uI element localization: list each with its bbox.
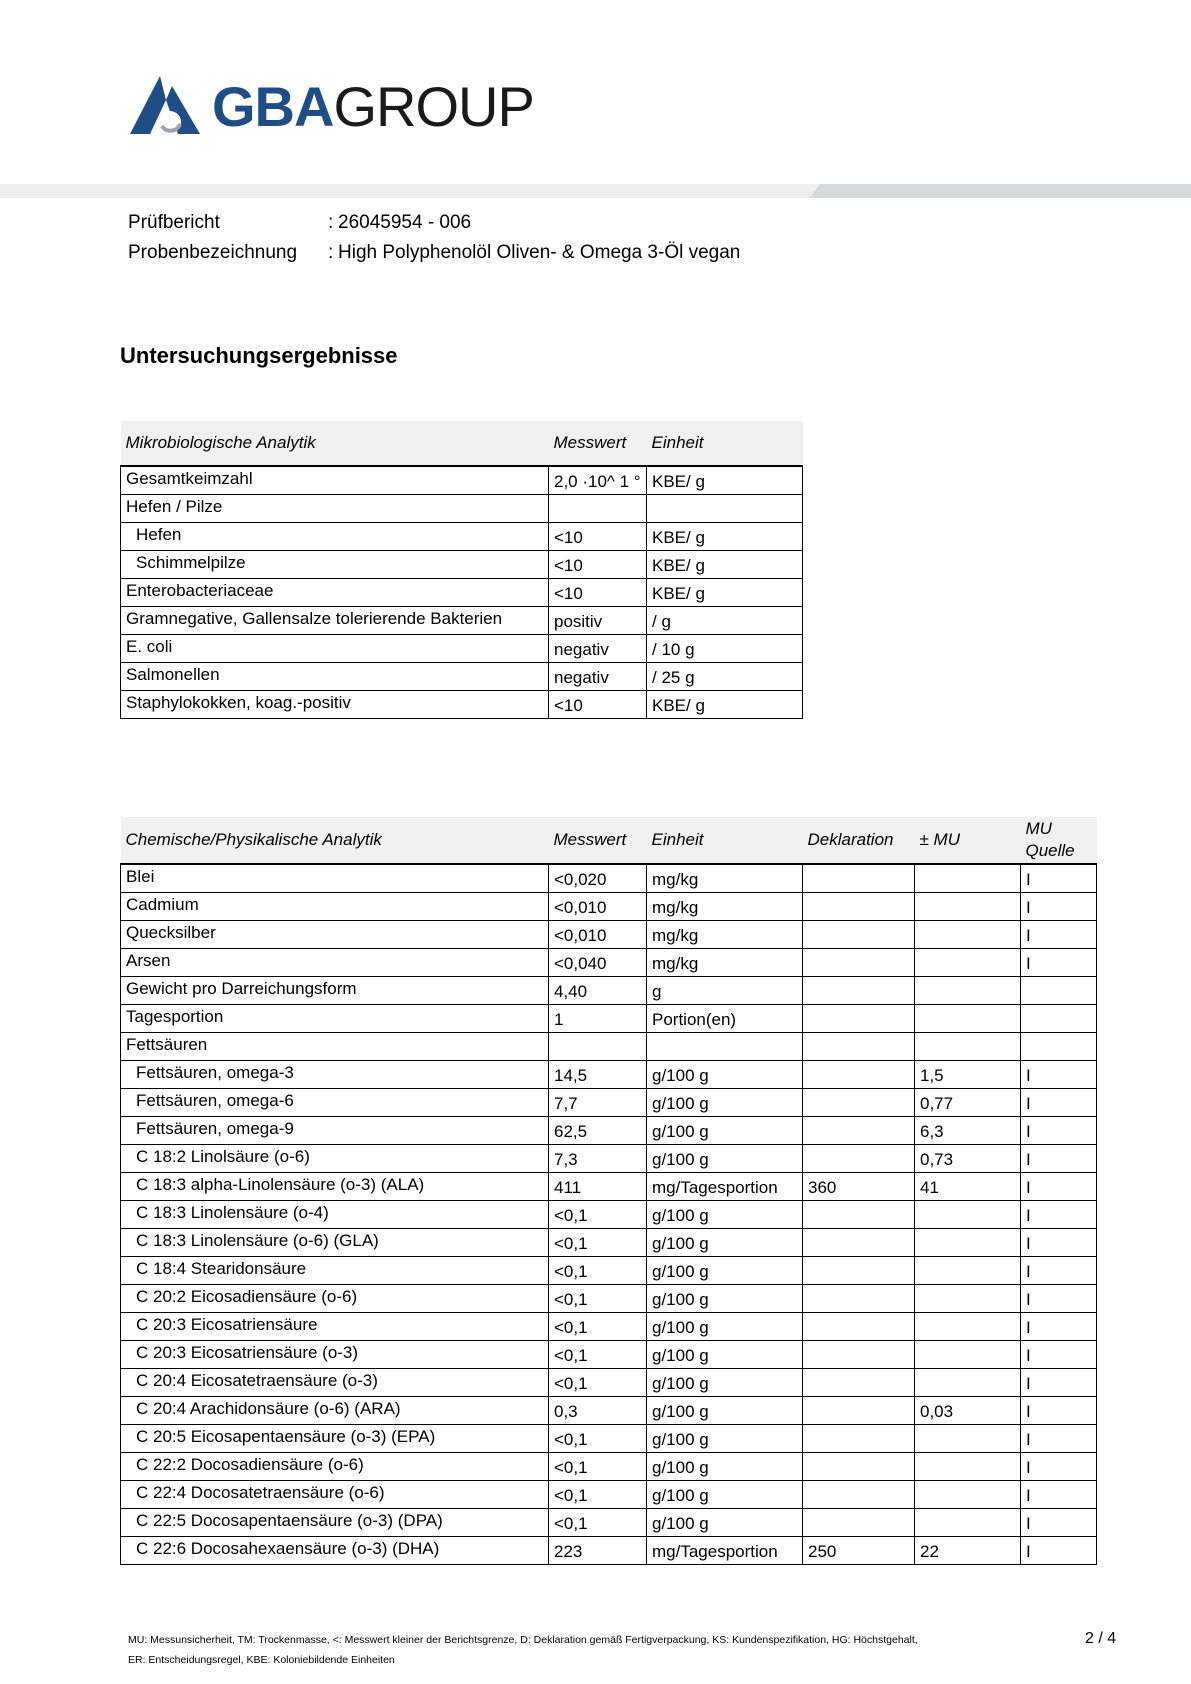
table-row — [121, 921, 1097, 949]
cell-decl — [803, 1229, 915, 1257]
cell-src: I — [1021, 1201, 1097, 1229]
cell-name: C 18:3 Linolensäure (o-6) (GLA) — [121, 1229, 549, 1257]
cell-mu: 6,3 — [915, 1117, 1021, 1145]
cell-mu — [915, 921, 1021, 949]
cell-name: Gesamtkeimzahl — [121, 466, 549, 495]
sample-name: High Polyphenolöl Oliven- & Omega 3-Öl vegan — [338, 242, 741, 263]
sample-name-row — [128, 238, 740, 268]
cell-unit: KBE/ g — [647, 691, 803, 719]
column-header-unit: Einheit — [647, 817, 803, 864]
cell-value: 7,3 — [549, 1145, 647, 1173]
cell-unit: mg/kg — [647, 893, 803, 921]
cell-value: 14,5 — [549, 1061, 647, 1089]
cell-value: <10 — [549, 579, 647, 607]
column-header-mu-source-line1: MU — [1025, 819, 1052, 838]
cell-unit: g/100 g — [647, 1425, 803, 1453]
cell-decl — [803, 1117, 915, 1145]
cell-name: C 18:3 Linolensäure (o-4) — [121, 1201, 549, 1229]
cell-name: C 22:4 Docosatetraensäure (o-6) — [121, 1481, 549, 1509]
cell-value: <10 — [549, 691, 647, 719]
cell-unit: g/100 g — [647, 1145, 803, 1173]
table-row — [121, 1201, 1097, 1229]
cell-unit: mg/kg — [647, 949, 803, 977]
cell-name: Enterobacteriaceae — [121, 579, 549, 607]
cell-decl: 360 — [803, 1173, 915, 1201]
chemistry-table — [120, 817, 1097, 1565]
report-number-label: Prüfbericht — [128, 212, 220, 233]
cell-name: C 18:4 Stearidonsäure — [121, 1257, 549, 1285]
table-row — [121, 1341, 1097, 1369]
cell-unit: KBE/ g — [647, 579, 803, 607]
cell-src: I — [1021, 1089, 1097, 1117]
table-row — [121, 1285, 1097, 1313]
cell-unit: g/100 g — [647, 1369, 803, 1397]
cell-mu — [915, 1481, 1021, 1509]
cell-name: Blei — [121, 864, 549, 893]
cell-value: <0,010 — [549, 921, 647, 949]
cell-mu: 0,03 — [915, 1397, 1021, 1425]
cell-unit: g/100 g — [647, 1453, 803, 1481]
report-number-row — [128, 208, 740, 238]
cell-unit: / 25 g — [647, 663, 803, 691]
cell-value: negativ — [549, 635, 647, 663]
cell-name: Quecksilber — [121, 921, 549, 949]
cell-mu — [915, 1509, 1021, 1537]
cell-value: 2,0 ·10^ 1 ° — [549, 466, 647, 495]
cell-decl — [803, 1313, 915, 1341]
cell-name: C 20:4 Eicosatetraensäure (o-3) — [121, 1369, 549, 1397]
cell-unit: / 10 g — [647, 635, 803, 663]
cell-decl — [803, 1369, 915, 1397]
cell-value: <0,1 — [549, 1229, 647, 1257]
cell-unit — [647, 495, 803, 523]
report-number: 26045954 - 006 — [338, 212, 472, 233]
cell-mu: 22 — [915, 1537, 1021, 1565]
cell-name: Tagesportion — [121, 1005, 549, 1033]
cell-name: E. coli — [121, 635, 549, 663]
footer-legend-line1: MU: Messunsicherheit, TM: Trockenmasse, <: Messwert kleiner der Berichtsgrenze, D: Deklaration gemäß Fertigverpackung, KS: Kundenspezifikation, HG: Höchstgehalt, — [128, 1634, 918, 1646]
column-header-mu: ± MU — [915, 817, 1021, 864]
cell-unit: KBE/ g — [647, 466, 803, 495]
cell-unit: mg/Tagesportion — [647, 1537, 803, 1565]
cell-src — [1021, 977, 1097, 1005]
cell-src: I — [1021, 1425, 1097, 1453]
cell-src: I — [1021, 1313, 1097, 1341]
cell-src: I — [1021, 1257, 1097, 1285]
table-row — [121, 1481, 1097, 1509]
cell-name: C 20:2 Eicosadiensäure (o-6) — [121, 1285, 549, 1313]
table-row — [121, 1089, 1097, 1117]
cell-src: I — [1021, 1117, 1097, 1145]
cell-name: Fettsäuren, omega-9 — [121, 1117, 549, 1145]
sample-name-label: Probenbezeichnung — [128, 242, 298, 263]
cell-decl — [803, 1425, 915, 1453]
cell-unit: g/100 g — [647, 1257, 803, 1285]
cell-unit: g — [647, 977, 803, 1005]
cell-src: I — [1021, 921, 1097, 949]
gba-logo-icon — [130, 76, 202, 138]
table-row — [121, 1117, 1097, 1145]
cell-mu — [915, 1313, 1021, 1341]
cell-decl — [803, 1509, 915, 1537]
cell-mu — [915, 893, 1021, 921]
cell-value: 223 — [549, 1537, 647, 1565]
table-row — [121, 635, 803, 663]
footer-legend-line2: ER: Entscheidungsregel, KBE: Koloniebildende Einheiten — [128, 1654, 395, 1666]
cell-src: I — [1021, 1481, 1097, 1509]
table-row — [121, 1509, 1097, 1537]
cell-mu — [915, 1453, 1021, 1481]
table-header-row — [121, 421, 803, 466]
cell-value: <0,040 — [549, 949, 647, 977]
cell-decl — [803, 893, 915, 921]
cell-src: I — [1021, 1453, 1097, 1481]
cell-mu — [915, 1257, 1021, 1285]
cell-name: Staphylokokken, koag.-positiv — [121, 691, 549, 719]
column-header-analysis: Chemische/Physikalische Analytik — [121, 817, 549, 864]
cell-decl — [803, 1145, 915, 1173]
cell-src: I — [1021, 1145, 1097, 1173]
cell-name: C 20:5 Eicosapentaensäure (o-3) (EPA) — [121, 1425, 549, 1453]
section-title: Untersuchungsergebnisse — [120, 343, 398, 368]
cell-name: Hefen — [121, 523, 549, 551]
cell-decl: 250 — [803, 1537, 915, 1565]
cell-src — [1021, 1033, 1097, 1061]
cell-name: Gramnegative, Gallensalze tolerierende Bakterien — [121, 607, 549, 635]
cell-value: 1 — [549, 1005, 647, 1033]
cell-src — [1021, 1005, 1097, 1033]
table-row — [121, 893, 1097, 921]
gba-logo — [130, 76, 534, 138]
cell-name: Hefen / Pilze — [121, 495, 549, 523]
cell-decl — [803, 1005, 915, 1033]
cell-value: <0,1 — [549, 1509, 647, 1537]
table-row — [121, 495, 803, 523]
cell-mu — [915, 1285, 1021, 1313]
cell-src: I — [1021, 893, 1097, 921]
cell-decl — [803, 1201, 915, 1229]
cell-unit: g/100 g — [647, 1341, 803, 1369]
cell-name: C 22:6 Docosahexaensäure (o-3) (DHA) — [121, 1537, 549, 1565]
cell-mu — [915, 1425, 1021, 1453]
cell-name: Fettsäuren — [121, 1033, 549, 1061]
column-header-mu-source-line2: Quelle — [1025, 841, 1075, 860]
cell-unit: g/100 g — [647, 1397, 803, 1425]
cell-name: C 22:5 Docosapentaensäure (o-3) (DPA) — [121, 1509, 549, 1537]
table-row — [121, 691, 803, 719]
cell-value: <10 — [549, 551, 647, 579]
column-header-value: Messwert — [549, 817, 647, 864]
cell-name: C 18:2 Linolsäure (o-6) — [121, 1145, 549, 1173]
cell-mu — [915, 864, 1021, 893]
cell-mu — [915, 1229, 1021, 1257]
cell-decl — [803, 1453, 915, 1481]
table-row — [121, 1425, 1097, 1453]
cell-unit: mg/kg — [647, 864, 803, 893]
report-meta — [128, 208, 740, 268]
table-row — [121, 466, 803, 495]
table-row — [121, 1537, 1097, 1565]
cell-mu — [915, 1005, 1021, 1033]
cell-unit: g/100 g — [647, 1509, 803, 1537]
table-row — [121, 1257, 1097, 1285]
cell-value: negativ — [549, 663, 647, 691]
cell-name: Fettsäuren, omega-3 — [121, 1061, 549, 1089]
cell-unit: g/100 g — [647, 1061, 803, 1089]
cell-unit: KBE/ g — [647, 551, 803, 579]
footer-legend — [128, 1630, 988, 1670]
cell-unit: / g — [647, 607, 803, 635]
cell-value: <0,1 — [549, 1313, 647, 1341]
cell-name: C 20:4 Arachidonsäure (o-6) (ARA) — [121, 1397, 549, 1425]
cell-mu: 0,73 — [915, 1145, 1021, 1173]
cell-unit: g/100 g — [647, 1481, 803, 1509]
cell-value: <0,1 — [549, 1257, 647, 1285]
column-header-analysis: Mikrobiologische Analytik — [121, 421, 549, 466]
cell-decl — [803, 1061, 915, 1089]
microbiology-table-body — [121, 466, 803, 719]
cell-value: 4,40 — [549, 977, 647, 1005]
cell-src: I — [1021, 1229, 1097, 1257]
cell-value — [549, 1033, 647, 1061]
header-band — [0, 184, 1191, 198]
cell-src: I — [1021, 949, 1097, 977]
cell-decl — [803, 1257, 915, 1285]
cell-name: Fettsäuren, omega-6 — [121, 1089, 549, 1117]
cell-mu — [915, 1341, 1021, 1369]
cell-mu: 41 — [915, 1173, 1021, 1201]
colon: : — [328, 242, 334, 263]
cell-unit: Portion(en) — [647, 1005, 803, 1033]
cell-unit: mg/kg — [647, 921, 803, 949]
cell-value: <0,1 — [549, 1341, 647, 1369]
cell-decl — [803, 977, 915, 1005]
column-header-declaration: Deklaration — [803, 817, 915, 864]
table-row — [121, 551, 803, 579]
cell-value: <0,1 — [549, 1453, 647, 1481]
cell-mu — [915, 1369, 1021, 1397]
cell-name: C 22:2 Docosadiensäure (o-6) — [121, 1453, 549, 1481]
cell-unit: KBE/ g — [647, 523, 803, 551]
table-row — [121, 1229, 1097, 1257]
cell-unit: mg/Tagesportion — [647, 1173, 803, 1201]
cell-value: 0,3 — [549, 1397, 647, 1425]
table-row — [121, 864, 1097, 893]
cell-value: 7,7 — [549, 1089, 647, 1117]
cell-mu: 0,77 — [915, 1089, 1021, 1117]
cell-value: <0,010 — [549, 893, 647, 921]
cell-name: C 18:3 alpha-Linolensäure (o-3) (ALA) — [121, 1173, 549, 1201]
column-header-value: Messwert — [549, 421, 647, 466]
microbiology-table — [120, 421, 803, 719]
cell-unit: g/100 g — [647, 1229, 803, 1257]
cell-mu — [915, 949, 1021, 977]
table-row — [121, 1453, 1097, 1481]
cell-decl — [803, 1397, 915, 1425]
cell-value: <0,1 — [549, 1369, 647, 1397]
cell-value: <0,020 — [549, 864, 647, 893]
cell-mu — [915, 1201, 1021, 1229]
cell-value: positiv — [549, 607, 647, 635]
cell-src: I — [1021, 1285, 1097, 1313]
cell-unit: g/100 g — [647, 1117, 803, 1145]
cell-decl — [803, 1285, 915, 1313]
cell-src: I — [1021, 1509, 1097, 1537]
page-number: 2 / 4 — [1085, 1630, 1117, 1647]
table-row — [121, 663, 803, 691]
logo-wordmark — [212, 75, 534, 138]
cell-unit: g/100 g — [647, 1285, 803, 1313]
cell-src: I — [1021, 1173, 1097, 1201]
logo-wordmark-bold: GBA — [212, 75, 334, 138]
cell-value: <0,1 — [549, 1285, 647, 1313]
cell-name: Salmonellen — [121, 663, 549, 691]
cell-decl — [803, 1341, 915, 1369]
cell-decl — [803, 1089, 915, 1117]
column-header-unit: Einheit — [647, 421, 803, 466]
table-row — [121, 1397, 1097, 1425]
cell-name: Gewicht pro Darreichungsform — [121, 977, 549, 1005]
cell-mu: 1,5 — [915, 1061, 1021, 1089]
cell-name: Cadmium — [121, 893, 549, 921]
cell-src: I — [1021, 1061, 1097, 1089]
cell-value: <0,1 — [549, 1201, 647, 1229]
table-row — [121, 579, 803, 607]
cell-value: 411 — [549, 1173, 647, 1201]
table-row — [121, 1005, 1097, 1033]
cell-decl — [803, 949, 915, 977]
table-row — [121, 607, 803, 635]
cell-name: C 20:3 Eicosatriensäure — [121, 1313, 549, 1341]
cell-unit: g/100 g — [647, 1089, 803, 1117]
cell-name: C 20:3 Eicosatriensäure (o-3) — [121, 1341, 549, 1369]
cell-value: <0,1 — [549, 1425, 647, 1453]
cell-value: <0,1 — [549, 1481, 647, 1509]
cell-decl — [803, 1033, 915, 1061]
cell-mu — [915, 977, 1021, 1005]
cell-src: I — [1021, 864, 1097, 893]
cell-src: I — [1021, 1341, 1097, 1369]
cell-value: 62,5 — [549, 1117, 647, 1145]
table-row — [121, 949, 1097, 977]
cell-unit — [647, 1033, 803, 1061]
table-row — [121, 977, 1097, 1005]
table-header-row — [121, 817, 1097, 864]
cell-value — [549, 495, 647, 523]
cell-unit: g/100 g — [647, 1201, 803, 1229]
cell-mu — [915, 1033, 1021, 1061]
table-row — [121, 1173, 1097, 1201]
cell-decl — [803, 864, 915, 893]
cell-decl — [803, 1481, 915, 1509]
cell-src: I — [1021, 1397, 1097, 1425]
cell-src: I — [1021, 1537, 1097, 1565]
table-row — [121, 1033, 1097, 1061]
table-row — [121, 523, 803, 551]
cell-value: <10 — [549, 523, 647, 551]
cell-decl — [803, 921, 915, 949]
chemistry-table-body — [121, 864, 1097, 1565]
table-row — [121, 1369, 1097, 1397]
table-row — [121, 1313, 1097, 1341]
logo-wordmark-light: GROUP — [333, 75, 534, 138]
colon: : — [328, 212, 334, 233]
table-row — [121, 1061, 1097, 1089]
cell-name: Arsen — [121, 949, 549, 977]
table-row — [121, 1145, 1097, 1173]
column-header-mu-source — [1021, 817, 1097, 864]
cell-name: Schimmelpilze — [121, 551, 549, 579]
cell-unit: g/100 g — [647, 1313, 803, 1341]
cell-src: I — [1021, 1369, 1097, 1397]
